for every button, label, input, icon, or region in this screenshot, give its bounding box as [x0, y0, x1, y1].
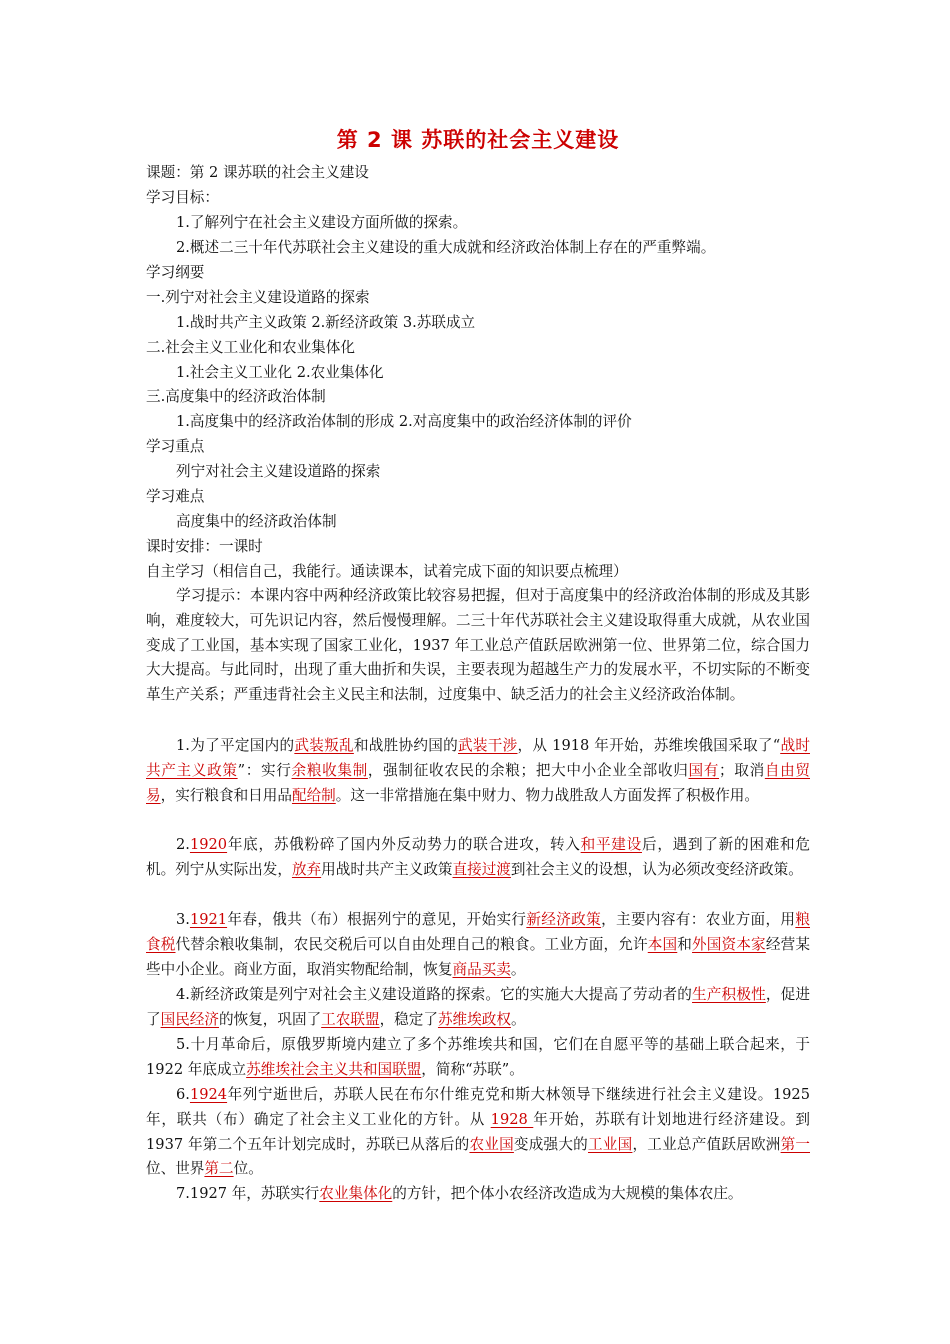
p3-blank: 外国资本家: [692, 935, 766, 953]
p4-blank: 工农联盟: [321, 1010, 380, 1028]
paragraph-1: [146, 734, 810, 808]
paragraph-5: [146, 1033, 810, 1083]
self-study-heading: 自主学习（相信自己，我能行。通读课本，试着完成下面的知识要点梳理）: [146, 563, 628, 580]
p1-blank: 武装叛乱: [294, 737, 354, 754]
p1-text: ，实行粮食和日用品: [160, 786, 292, 804]
p3-text: 3.: [176, 911, 190, 928]
lesson-topic: 课题：第 2 课苏联的社会主义建设: [146, 164, 369, 181]
heading-objectives: 学习目标：: [146, 189, 219, 206]
outline-section-2-items: 1.社会主义工业化 2.农业集体化: [176, 364, 384, 381]
p6-blank: 第二: [204, 1160, 234, 1178]
p1-blank: 战时共产主义政策: [146, 737, 810, 779]
p6-text: 位、世界: [146, 1160, 205, 1178]
p2-blank: 1920: [189, 836, 228, 853]
p1-text: ，强制征收农民的余粮；把大中小企业全部收归: [367, 761, 689, 779]
p7-text: 7.1927 年，苏联实行: [176, 1185, 320, 1202]
p6-blank: 第一: [780, 1135, 810, 1153]
p4-blank: 苏维埃政权: [437, 1010, 511, 1028]
p6-text: 年列宁逝世后，苏联人民在布尔什维克党和斯大林领导下继续进行社会主义建设。1925 年，联共（布）确定了社会主义工业化的方针。从: [146, 1086, 810, 1128]
p4-blank: 国民经济: [160, 1010, 219, 1028]
paragraph-4: [146, 983, 810, 1033]
p4-text: ，促进了: [146, 986, 810, 1028]
p1-blank: 武装干涉: [458, 737, 518, 754]
p6-text: 年开始，苏联有计划地进行经济建设。到 1937 年第二个五年计划完成时，苏联已从落后的: [146, 1110, 810, 1153]
p6-blank: 1928: [490, 1110, 534, 1128]
p3-text: 经营某些中小企业。商业方面，取消实物配给制，恢复: [146, 935, 810, 978]
p5-blank: 苏维埃社会主义共和国联盟: [246, 1060, 422, 1078]
study-hint: [146, 584, 810, 708]
p3-text: 代替余粮收集制，农民交税后可以自由处理自己的粮食。工业方面，允许: [175, 935, 648, 953]
outline-section-2: 二.社会主义工业化和农业集体化: [146, 339, 355, 356]
p3-text: 。: [510, 960, 526, 978]
outline-section-1: 一.列宁对社会主义建设道路的探索: [146, 289, 370, 306]
p4-text: ，稳定了: [379, 1010, 438, 1028]
p2-text: 后，遇到了新的困难和危机。列宁从实际出发，: [146, 836, 810, 878]
p1-text: ；取消: [719, 761, 765, 779]
page-title: 第 2 课 苏联的社会主义建设: [336, 128, 620, 152]
p2-blank: 直接过渡: [452, 860, 511, 878]
p3-blank: 商品买卖: [452, 960, 511, 978]
key-point-text: 列宁对社会主义建设道路的探索: [176, 463, 381, 480]
p4-text: 4.新经济政策是列宁对社会主义建设道路的探索。它的实施大大提高了劳动者的: [176, 986, 693, 1003]
p7-text: 的方针，把个体小农经济改造成为大规模的集体农庄。: [392, 1185, 743, 1202]
p2-text: 2.: [176, 836, 190, 853]
p4-text: 的恢复，巩固了: [219, 1010, 322, 1028]
p1-text: ”：实行: [237, 761, 292, 779]
p3-blank: 粮食税: [146, 911, 810, 953]
difficulty-text: 高度集中的经济政治体制: [176, 513, 337, 530]
p3-blank: 新经济政策: [526, 911, 602, 928]
p5-text: ，简称“苏联”。: [421, 1060, 524, 1078]
p6-blank: 农业国: [469, 1135, 514, 1153]
p2-blank: 放弃: [291, 860, 322, 878]
outline-section-3: 三.高度集中的经济政治体制: [146, 388, 326, 405]
p5-text: 5.十月革命后，原俄罗斯境内建立了多个苏维埃共和国，它们在自愿平等的基础上联合起来，于 1922 年底成立: [146, 1036, 810, 1078]
p2-blank: 和平建设: [580, 836, 642, 853]
objective-2: 2.概述二三十年代苏联社会主义建设的重大成就和经济政治体制上存在的严重弊端。: [176, 239, 716, 256]
p6-text: 位。: [233, 1160, 263, 1178]
p3-text: ，主要内容有：农业方面，用: [601, 911, 796, 928]
p2-text: 年底，苏俄粉碎了国内外反动势力的联合进攻，转入: [227, 836, 581, 853]
p1-text: 。这一非常措施在集中财力、物力战胜敌人方面发挥了积极作用。: [335, 786, 759, 804]
p3-text: 年春，俄共（布）根据列宁的意见，开始实行: [227, 911, 527, 928]
heading-key-point: 学习重点: [146, 438, 205, 455]
p6-text: 6.: [176, 1086, 190, 1103]
p7-blank: 农业集体化: [319, 1185, 393, 1202]
p1-text: 1.为了平定国内的: [176, 737, 295, 754]
p1-text: 和战胜协约国的: [353, 737, 458, 754]
outline-section-3-items: 1.高度集中的经济政治体制的形成 2.对高度集中的政治经济体制的评价: [176, 413, 632, 430]
heading-outline: 学习纲要: [146, 264, 205, 281]
p6-text: ，工业总产值跃居欧洲: [632, 1135, 781, 1153]
p6-blank: 工业国: [587, 1135, 633, 1153]
p1-text: ，从 1918 年开始，苏维埃俄国采取了“: [517, 737, 781, 754]
p1-blank: 自由贸易: [146, 761, 810, 804]
p2-text: 用战时共产主义政策: [321, 860, 453, 878]
p4-blank: 生产积极性: [692, 986, 766, 1003]
p1-blank: 国有: [688, 761, 720, 779]
outline-section-1-items: 1.战时共产主义政策 2.新经济政策 3.苏联成立: [176, 314, 476, 331]
class-hours: 课时安排：一课时: [146, 538, 263, 555]
p6-text: 变成强大的: [513, 1135, 588, 1153]
paragraph-6: [146, 1083, 810, 1182]
paragraph-3: [146, 908, 810, 982]
p4-text: 。: [510, 1010, 526, 1028]
p2-text: 到社会主义的设想，认为必须改变经济政策。: [510, 860, 803, 878]
p3-blank: 本国: [647, 935, 678, 953]
objective-1: 1.了解列宁在社会主义建设方面所做的探索。: [176, 214, 468, 231]
p6-blank: 1924: [189, 1086, 228, 1103]
p1-blank: 余粮收集制: [291, 761, 368, 779]
paragraph-2: [146, 833, 810, 883]
heading-difficulty: 学习难点: [146, 488, 205, 505]
study-hint-text: 学习提示：本课内容中两种经济政策比较容易把握，但对于高度集中的经济政治体制的形成及其影响，难度较大，可先识记内容，然后慢慢理解。二三十年代苏联社会主义建设取得重大成就，从农业国变成了工业国，基本实现了国家工业化，1937 年工业总产值跃居欧洲第一位、世界第二位，综合国力大大提高。与此同时，出现了重大曲折和失误，主要表现为超越生产力的发展水平，不切实际的不断变革生产关系；严重违背社会主义民主和法制，过度集中、缺乏活力的社会主义经济政治体制。: [146, 587, 810, 704]
p1-blank: 配给制: [291, 786, 336, 804]
p3-blank: 1921: [189, 911, 228, 928]
paragraph-7: [146, 1182, 810, 1207]
p3-text: 和: [677, 935, 693, 953]
